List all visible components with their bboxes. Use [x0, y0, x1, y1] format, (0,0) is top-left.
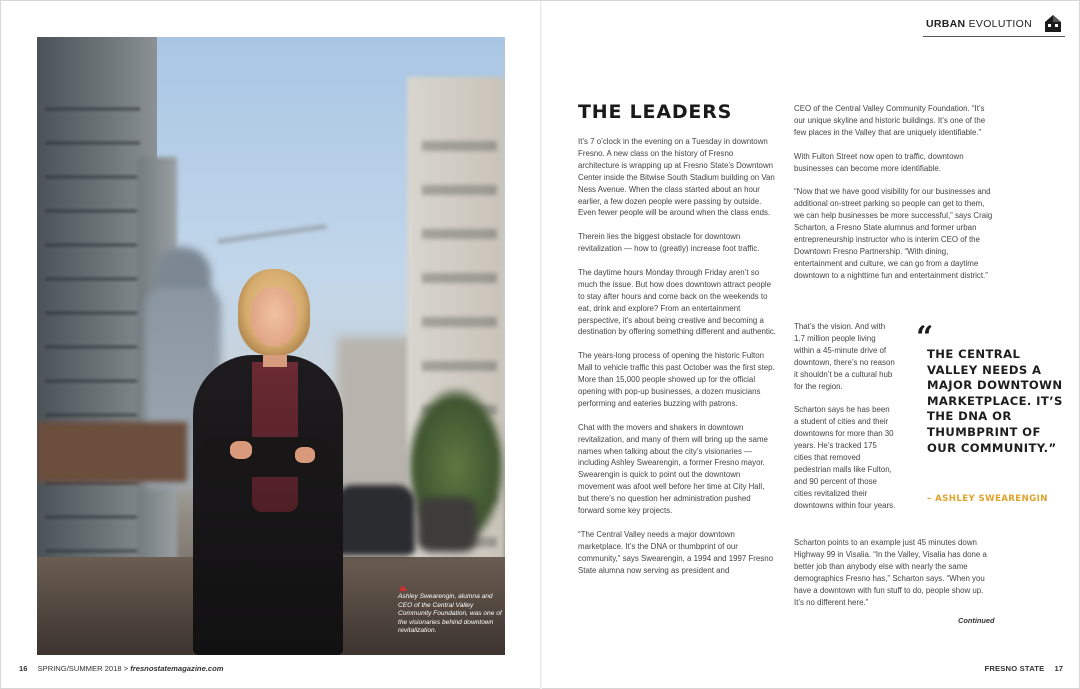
pull-quote-attribution: – ASHLEY SWEARENGIN [927, 494, 1048, 504]
section-label [926, 18, 1032, 30]
section-label-light: EVOLUTION [968, 18, 1032, 30]
photo-building-windows [45, 77, 140, 577]
issue-label: SPRING/SUMMER 2018 [37, 664, 122, 673]
paragraph: With Fulton Street now open to traffic, downtown businesses can become more identifiable. [794, 151, 964, 173]
photo-street-lamp [217, 224, 326, 243]
page-gutter [540, 1, 542, 689]
building-icon [1043, 13, 1063, 33]
photo-caption: Ashley Swearengin, alumna and CEO of the Central Valley Community Foundation, was one of the visionaries behind downtown revitalization. [398, 593, 502, 635]
photo-person-face [251, 287, 297, 347]
article-column-1 [578, 136, 776, 588]
paragraph: Chat with the movers and shakers in downtown revitalization, and many of them will bring up the same names when talking about the city’s visionaries — including Ashley Swearengin, a former Fresno mayor. Swearengin is quick to point out the downtown movement was afoot well before her time at City Hall, but there’s no question her administration pushed forward some key projects. [578, 422, 768, 516]
paragraph: “The Central Valley needs a major downtown marketplace. It’s the DNA or thumbprint of our community,” says Swearengin, a 1994 and 1997 Fresno State alumna now serving as president and [578, 529, 774, 575]
photo-car-distant [417, 497, 477, 552]
continued-link[interactable]: Continued [958, 616, 995, 625]
section-label-bold: URBAN [925, 18, 966, 30]
article-headline: THE LEADERS [578, 101, 733, 123]
photo-person-hand [230, 441, 252, 459]
photo-person-arms [197, 437, 337, 477]
footer-left [19, 664, 224, 673]
paragraph: The years-long process of opening the historic Fulton Mall to vehicle traffic this past October was the first step. More than 15,000 people showed up for the official opening with pop-up businesses, a dozen musicians performing and eateries buzzing with patrons. [578, 351, 775, 408]
paragraph: It’s 7 o’clock in the evening on a Tuesday in downtown Fresno. A new class on the history of Fresno architecture is wrapping up at Fresno State’s Downtown Center inside the Bitwise South Stadium building on Van Ness Avenue. When the class started about an hour earlier, a few dozen people were passing by outside. Even fewer people will be around when the class ends. [578, 137, 775, 218]
paragraph: Therein lies the biggest obstacle for downtown revitalization — how to (greatly) increase foot traffic. [578, 232, 760, 254]
photo-car [335, 485, 415, 555]
quote-mark-icon: “ [916, 320, 934, 355]
article-column-2-top [794, 103, 994, 293]
article-column-2-bottom [794, 537, 994, 620]
paragraph: CEO of the Central Valley Community Foundation. “It’s our unique skyline and historic buildings. It’s one of the few places in the Valley that are uniquely identifiable.” [794, 104, 986, 137]
page-number-right: 17 [1054, 664, 1063, 673]
pull-quote: THE CENTRAL VALLEY NEEDS A MAJOR DOWNTOWN MARKETPLACE. IT’S THE DNA OR THUMBPRINT OF OUR COMMUNITY.” [927, 347, 1063, 455]
page-number-left: 16 [19, 664, 28, 673]
feature-photo [37, 37, 505, 655]
paragraph: Scharton says he has been a student of cities and their downtowns for more than 30 years. He’s tracked 175 cities that removed pedestrian malls like Fulton, and 90 percent of those cities revitalized their downtowns within four years. [794, 405, 896, 510]
photo-awning [37, 422, 187, 482]
paragraph: That’s the vision. And with 1.7 million people living within a 45-minute drive of downtown, there’s no reason it shouldn’t be a cultural hub for the region. [794, 322, 895, 391]
fresno-state-logo: FRESNO STATE [984, 664, 1045, 673]
article-column-2-narrow [794, 321, 896, 523]
paragraph: “Now that we have good visibility for our businesses and additional on-street parking so people can get to them, we can help businesses be more successful,” says Craig Scharton, a Fresno State alumnus and former urban entrepreneurship instructor who is interim CEO of the Downtown Fresno Partnership. “With dining, entertainment and culture, we can go from a daytime downtown to a nighttime fun and entertainment district.” [794, 187, 993, 280]
caption-marker-icon [399, 585, 407, 591]
paragraph: Scharton points to an example just 45 minutes down Highway 99 in Visalia. “In the Valley, Visalia has done a better job than anybody else with nearly the same demographics Fresno has,” Scharton says. “When you have a downtown with fun stuff to do, people show up. It’s no different here.” [794, 538, 987, 607]
magazine-url[interactable]: fresnostatemagazine.com [130, 664, 224, 673]
paragraph: The daytime hours Monday through Friday aren’t so much the issue. But how does downtown attract people to stay after hours and come back on the weekends to eat, drink and explore? From an entertainment perspective, it’s about being creative and becoming a destination by offering something different and authentic. [578, 267, 776, 337]
photo-person-hand-right [295, 447, 315, 463]
section-label-rule [923, 36, 1065, 37]
footer-separator: > [123, 664, 129, 673]
footer-right [985, 664, 1064, 673]
